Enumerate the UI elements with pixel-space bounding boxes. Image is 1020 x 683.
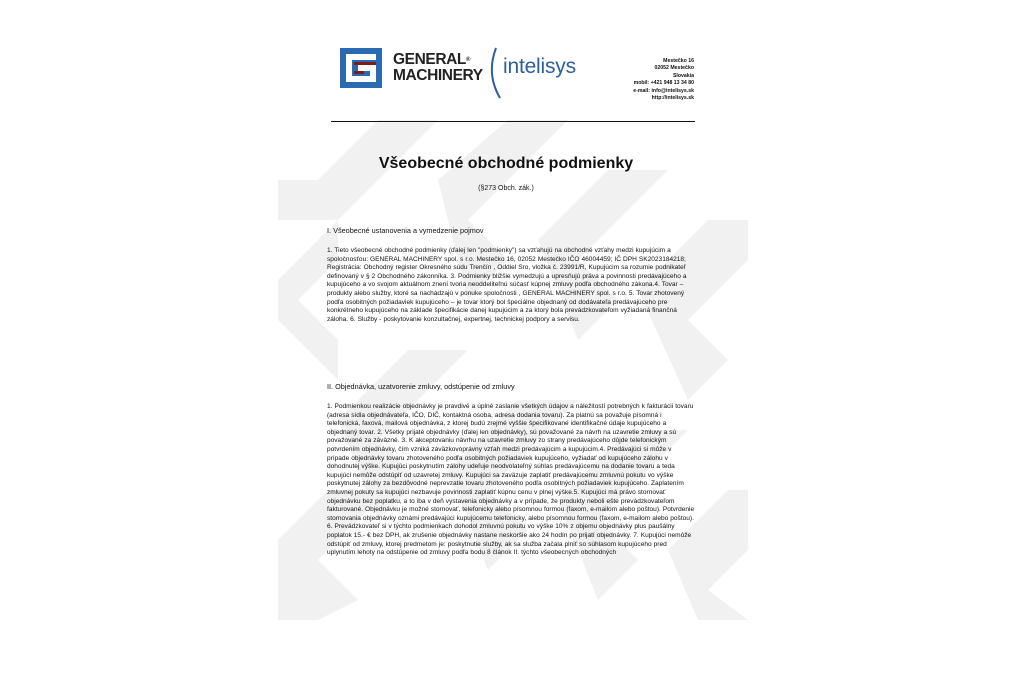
gm-line2: MACHINERY: [393, 67, 483, 84]
contact-country: Slovakia: [672, 72, 694, 79]
contact-street: Mestečko 16: [663, 58, 694, 64]
contact-city: 02052 Mestečko: [654, 65, 694, 72]
section-heading-1: I. Všeobecné ustanovenia a vymedzenie pojmov: [327, 226, 484, 235]
contact-web[interactable]: http://intelisys.sk: [651, 95, 694, 102]
intelisys-wordmark: intelisys: [503, 55, 576, 78]
gm-registered-mark: ®: [465, 57, 471, 63]
section-heading-2: II. Objednávka, uzatvorenie zmluvy, odstúpenie od zmluvy: [327, 382, 515, 391]
gm-line1: GENERAL: [393, 51, 466, 68]
section-paragraph-2: 1. Podmienkou realizácie objednávky je pravdivé a úplné zaslanie všetkých údajov a náležitostí potrebných k fakturácii tovaru (adresa sídla objednávateľa, IČO, DIČ, kontaktná osoba, adresa dodania tovaru). Za platnú sa považuje písomná i telefonická, faxová, mailová objednávka, z ktorej budú zrejmé vyššie špecifikované identifikačné údaje kupujúceho a objednaný tovar. 2. Všetky prijaté objednávky (ďalej len objednávky), sú považované za návrh na uzavretie zmluvy a sú považované za záväzné. 3. K akceptovaniu návrhu na uzavretie zmluvy zo strany predávajúceho dôjde telefonickým potvrdením objednávky, čím vzniká záväzkovoprávny vzťah medzi predávajúcim a kupujúcim.4. Predávajúci si môže v prípade objednávky tovaru zhotoveného podľa osobitných požiadaviek kupujúceho, vyžiadať od kupujúceho zálohu v dohodnutej výške. Kupujúci poskytnutím zálohy udeľuje neodvolateľný súhlas predávajúcemu na dodanie tovaru a teda kupujúci nemôže odstúpiť od uzavretej zmluvy. Kupujúci sa zaväzuje zaplatiť predávajúcemu zmluvnú pokutu vo výške poskytnutej zálohy za bezdôvodné neprevzatie tovaru zhotoveného podľa osobitných požiadaviek kupujúceho. Zaplatením zmluvnej pokuty sa kupujúci nezbavuje povinnosti zaplatiť kúpnu cenu v plnej výške.5. Kupujúci má právo stornovať objednávku bez poplatku, a to iba v deň vystavenia objednávky a v prípade, že produkty neboli ešte prevádzkovateľom fakturované. Objednávku je možné stornovať, telefonicky alebo písomnou formou (faxom, e-mailom alebo poštou). Potvrdenie stornovania objednávky oznámi predávajúci kupujúcemu telefonicky, alebo písomnou formou (faxom, e-mailom alebo poštou). 6. Prevádzkovateľ si v týchto podmienkach dohodol zmluvnú pokutu vo výške 10% z objemu objednávky plus paušálny poplatok 15.- € bez DPH, ak zrušenie objednávky nastane neskoršie ako 24 hodín po prijatí objednávky. 7. Kupujúci nemôže odstúpiť od zmluvy, ktorej predmetom je: poskytnutie služby, ak sa služba začala plniť so súhlasom kupujúceho pred uplynutím lehoty na odstúpenie od zmluvy podľa bodu 8 článok II. týchto všeobecných obchodných: [327, 403, 695, 557]
contact-mobile: mobil: +421 948 13 34 80: [633, 80, 694, 87]
section-paragraph-1: 1. Tieto všeobecné obchodné podmienky (ďalej len "podmienky") sa vzťahujú na obchodné vzťahy medzi kupujúcim a spoločnosťou: GENERAL MACHINERY spol. s r.o. Mestečko 16, 02052 Mestečko IČO 46004459; IČ DPH SK2023184218; Registrácia: Obchodný register Okresného súdu Trenčín , Oddiel Sro, vložka č. 23991/R, Kupujúcim sa rozumie podnikateľ definovaný v § 2 Obchodného zákonníka. 3. Podmienky bližšie vymedzujú a upresňujú práva a povinnosti predávajúceho a kupujúceho a vo svojom aktuálnom znení tvoria neoddeliteľnú súčasť kúpnej zmluvy podľa obchodného zákona.4. Tovar – produkty alebo služby, ktoré sa nachádzajú v ponuke spoločnosti , GENERAL MACHINERY spol. s r.o. 5. Tovar zhotovený podľa osobitných požiadaviek kupujúceho – je tovar ktorý bol špeciálne objednaný od dodávateľa predávajúceho pre konkrétneho kupujúceho na základe špecifikácie danej kupujúcim a za ktorý bola prevádzkovateľom vyžiadaná finančná záloha. 6. Služby - poskytovanie konzultačnej, expertnej, technickej podpory a servisu.: [327, 247, 687, 323]
document-subtitle: (§273 Obch. zák.): [478, 185, 534, 192]
general-machinery-wordmark: [393, 52, 483, 84]
contact-block: [633, 58, 694, 102]
header-divider: [331, 121, 695, 122]
contact-email[interactable]: e-mail: info@intelisys.sk: [633, 87, 694, 94]
document-title: Všeobecné obchodné podmienky: [378, 155, 634, 172]
